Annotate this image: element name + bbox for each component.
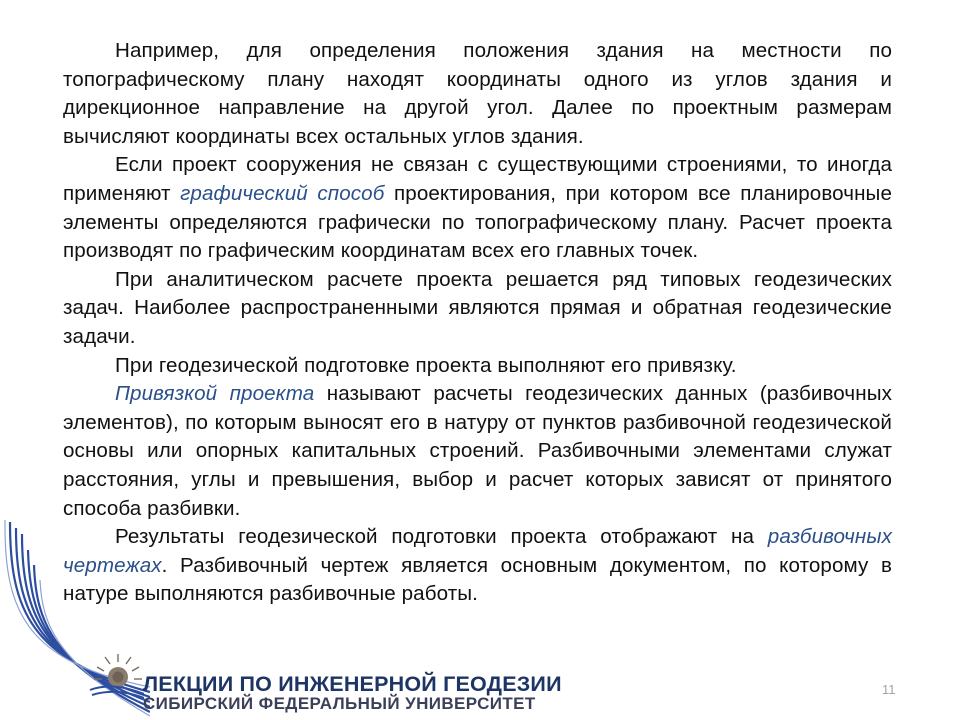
term-project-binding: Привязкой проекта: [115, 382, 315, 406]
paragraph-5-text: называют расчеты геодезических данных (разбивочных элементов), по которым выносят его в натуру от пунктов разбивочной геодезической основы или опорных капитальных строений. Разбивочными элементами служат расстояния, углы и превышения, выбор и расчет которых зависят от принятого способа разбивки.: [63, 382, 892, 520]
lecture-text: [63, 37, 892, 609]
paragraph-5: [63, 380, 892, 523]
paragraph-6-text-a: Результаты геодезической подготовки проекта отображают на: [115, 525, 768, 549]
paragraph-4: [63, 352, 892, 381]
footer-course-title: ЛЕКЦИИ ПО ИНЖЕНЕРНОЙ ГЕОДЕЗИИ: [143, 672, 562, 696]
term-layout-drawings: разбивочных чертежах: [63, 525, 892, 577]
page-number: 11: [882, 682, 896, 697]
paragraph-2-text-b: проектирования, при котором все планировочные элементы определяются графически по топографическому плану. Расчет проекта производят по графическим координатам всех его главных точек.: [63, 181, 893, 263]
paragraph-2: [63, 151, 892, 265]
paragraph-1: [63, 37, 892, 151]
paragraph-6: [63, 523, 892, 609]
paragraph-3: [63, 266, 892, 352]
paragraph-6-text-b: . Разбивочный чертеж является основным документом, по которому в натуре выполняются разбивочные работы.: [63, 553, 892, 606]
university-emblem-icon: [88, 650, 144, 700]
term-graphic-method: графический способ: [180, 181, 385, 205]
footer-university-name: СИБИРСКИЙ ФЕДЕРАЛЬНЫЙ УНИВЕРСИТЕТ: [143, 694, 536, 713]
paragraph-4-text: При геодезической подготовке проекта выполняют его привязку.: [115, 353, 737, 377]
paragraph-3-text: При аналитическом расчете проекта решается ряд типовых геодезических задач. Наиболее распространенными являются прямая и обратная геодезические задачи.: [63, 267, 892, 348]
paragraph-1-text: Например, для определения положения здания на местности по топографическому плану находят координаты одного из углов здания и дирекционное направление на другой угол. Далее по проектным размерам вычисляют координаты всех остальных углов здания.: [63, 39, 892, 148]
paragraph-2-text-a: Если проект сооружения не связан с существующими строениями, то иногда применяют: [63, 153, 892, 205]
